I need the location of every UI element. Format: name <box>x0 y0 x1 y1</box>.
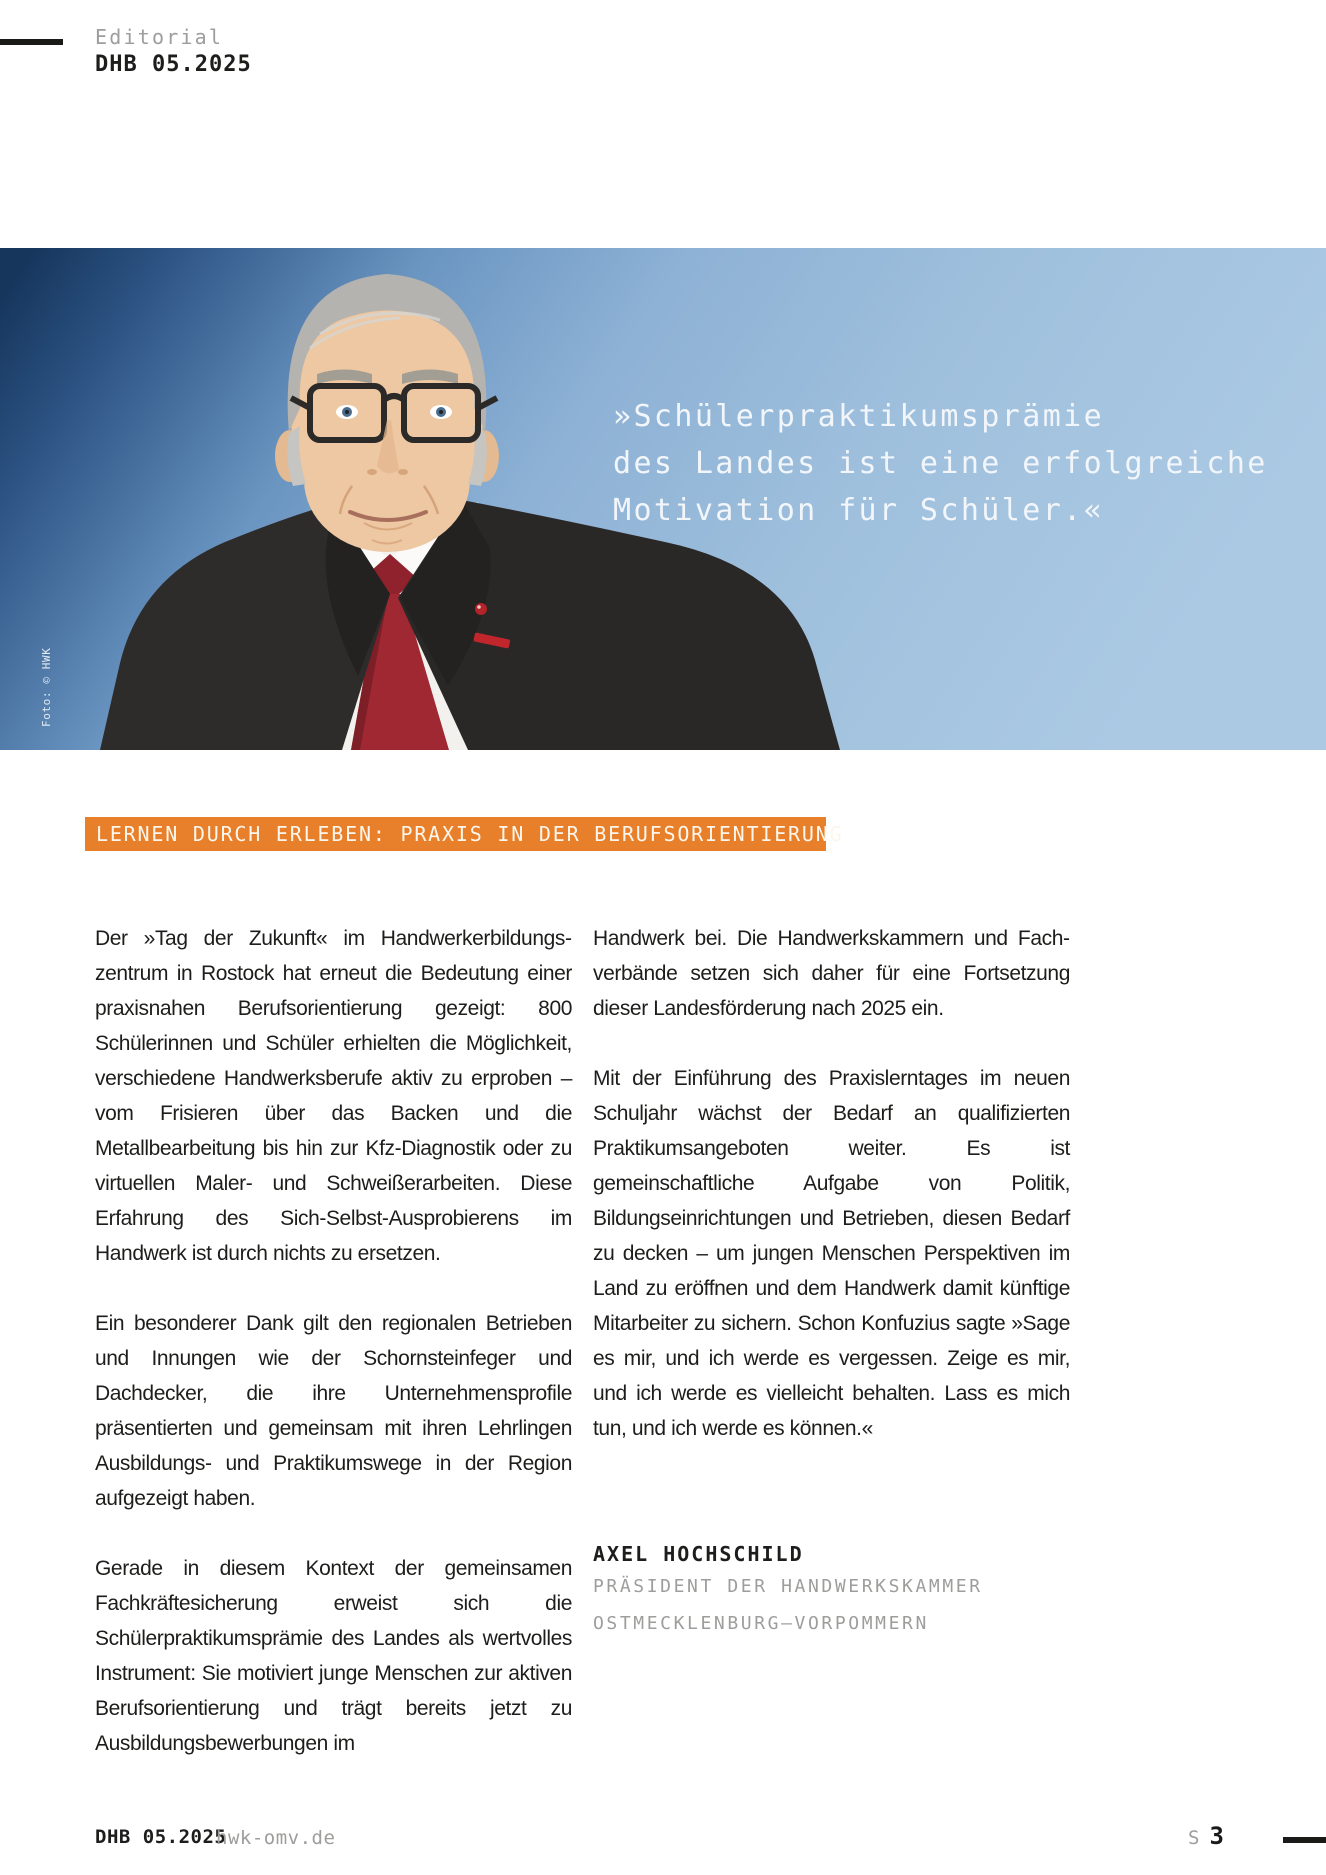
body-paragraph: Handwerk bei. Die Handwerkskammern und Fachverbände setzen sich daher für eine Fortsetzung dieser Landesförderung nach 2025 ein. <box>593 927 1070 1020</box>
section-banner: LERNEN DURCH ERLEBEN: PRAXIS IN DER BERUFSORIENTIERUNG <box>85 817 826 851</box>
body-paragraph: Ein besonderer Dank gilt den regionalen Betrieben und Innungen wie der Schornsteinfeger und Dachdecker, die ihre Unternehmensprofile präsentierten und gemeinsam mit ihren Lehrlingen Ausbildungs- und Praktikumswege in der Region aufgezeigt haben. <box>95 1312 572 1510</box>
footer-issue: DHB 05.2025 <box>95 1826 227 1848</box>
footer-page-number: 3 <box>1209 1822 1224 1850</box>
issue-label: DHB 05.2025 <box>95 52 252 77</box>
signature-block <box>593 1541 983 1648</box>
footer-website-link[interactable]: hwk-omv.de <box>216 1827 336 1849</box>
footer-rule <box>1283 1837 1326 1843</box>
signature-title-line2: OSTMECKLENBURG–VORPOMMERN <box>593 1613 929 1634</box>
quote-line: »Schülerpraktikumsprämie <box>613 399 1105 434</box>
page-kicker: Editorial <box>95 25 224 49</box>
quote-line: des Landes ist eine erfolgreiche <box>613 446 1268 481</box>
quote-line: Motivation für Schüler.« <box>613 493 1105 528</box>
body-paragraph: Mit der Einführung des Praxislerntages im neuen Schuljahr wächst der Bedarf an qualifizierten Praktikumsangeboten weiter. Es ist gemeinschaftliche Aufgabe von Politik, Bildungseinrichtungen und Betrieben, diesen Bedarf zu decken – um jungen Menschen Perspektiven im Land zu eröffnen und dem Handwerk damit künftige Mitarbeiter zu sichern. Schon Konfuzius sagte »Sage es mir, und ich werde es vergessen. Zeige es mir, und ich werde es vielleicht behalten. Lass es mich tun, und ich werde es können.« <box>593 1067 1070 1440</box>
body-paragraph: Der »Tag der Zukunft« im Handwerkerbildungszentrum in Rostock hat erneut die Bedeutung einer praxisnahen Berufsorientierung gezeigt: 800 Schülerinnen und Schüler erhielten die Möglichkeit, verschiedene Handwerksberufe aktiv zu erproben – vom Frisieren über das Backen und die Metallbearbeitung bis hin zur Kfz-Diagnostik oder zu virtuellen Maler- und Schweißerarbeiten. Diese Erfahrung des Sich-Selbst-Ausprobierens im Handwerk ist durch nichts zu ersetzen. <box>95 927 572 1265</box>
footer-page-indicator <box>1188 1822 1224 1850</box>
article-column-left <box>95 921 572 1796</box>
signature-title-line1: PRÄSIDENT DER HANDWERKSKAMMER <box>593 1576 983 1597</box>
hero-quote <box>613 393 1268 534</box>
body-paragraph: Gerade in diesem Kontext der gemeinsamen Fachkräftesicherung erweist sich die Schülerpraktikumsprämie des Landes als wertvolles Instrument: Sie motiviert junge Menschen zur aktiven Berufsorientierung und trägt bereits jetzt zu Ausbildungsbewerbungen im <box>95 1557 572 1755</box>
footer-page-label: S <box>1188 1827 1200 1849</box>
top-rule <box>0 39 63 45</box>
signature-name: AXEL HOCHSCHILD <box>593 1542 804 1566</box>
photo-credit: Foto: © HWK <box>40 647 53 727</box>
article-column-right <box>593 921 1070 1481</box>
